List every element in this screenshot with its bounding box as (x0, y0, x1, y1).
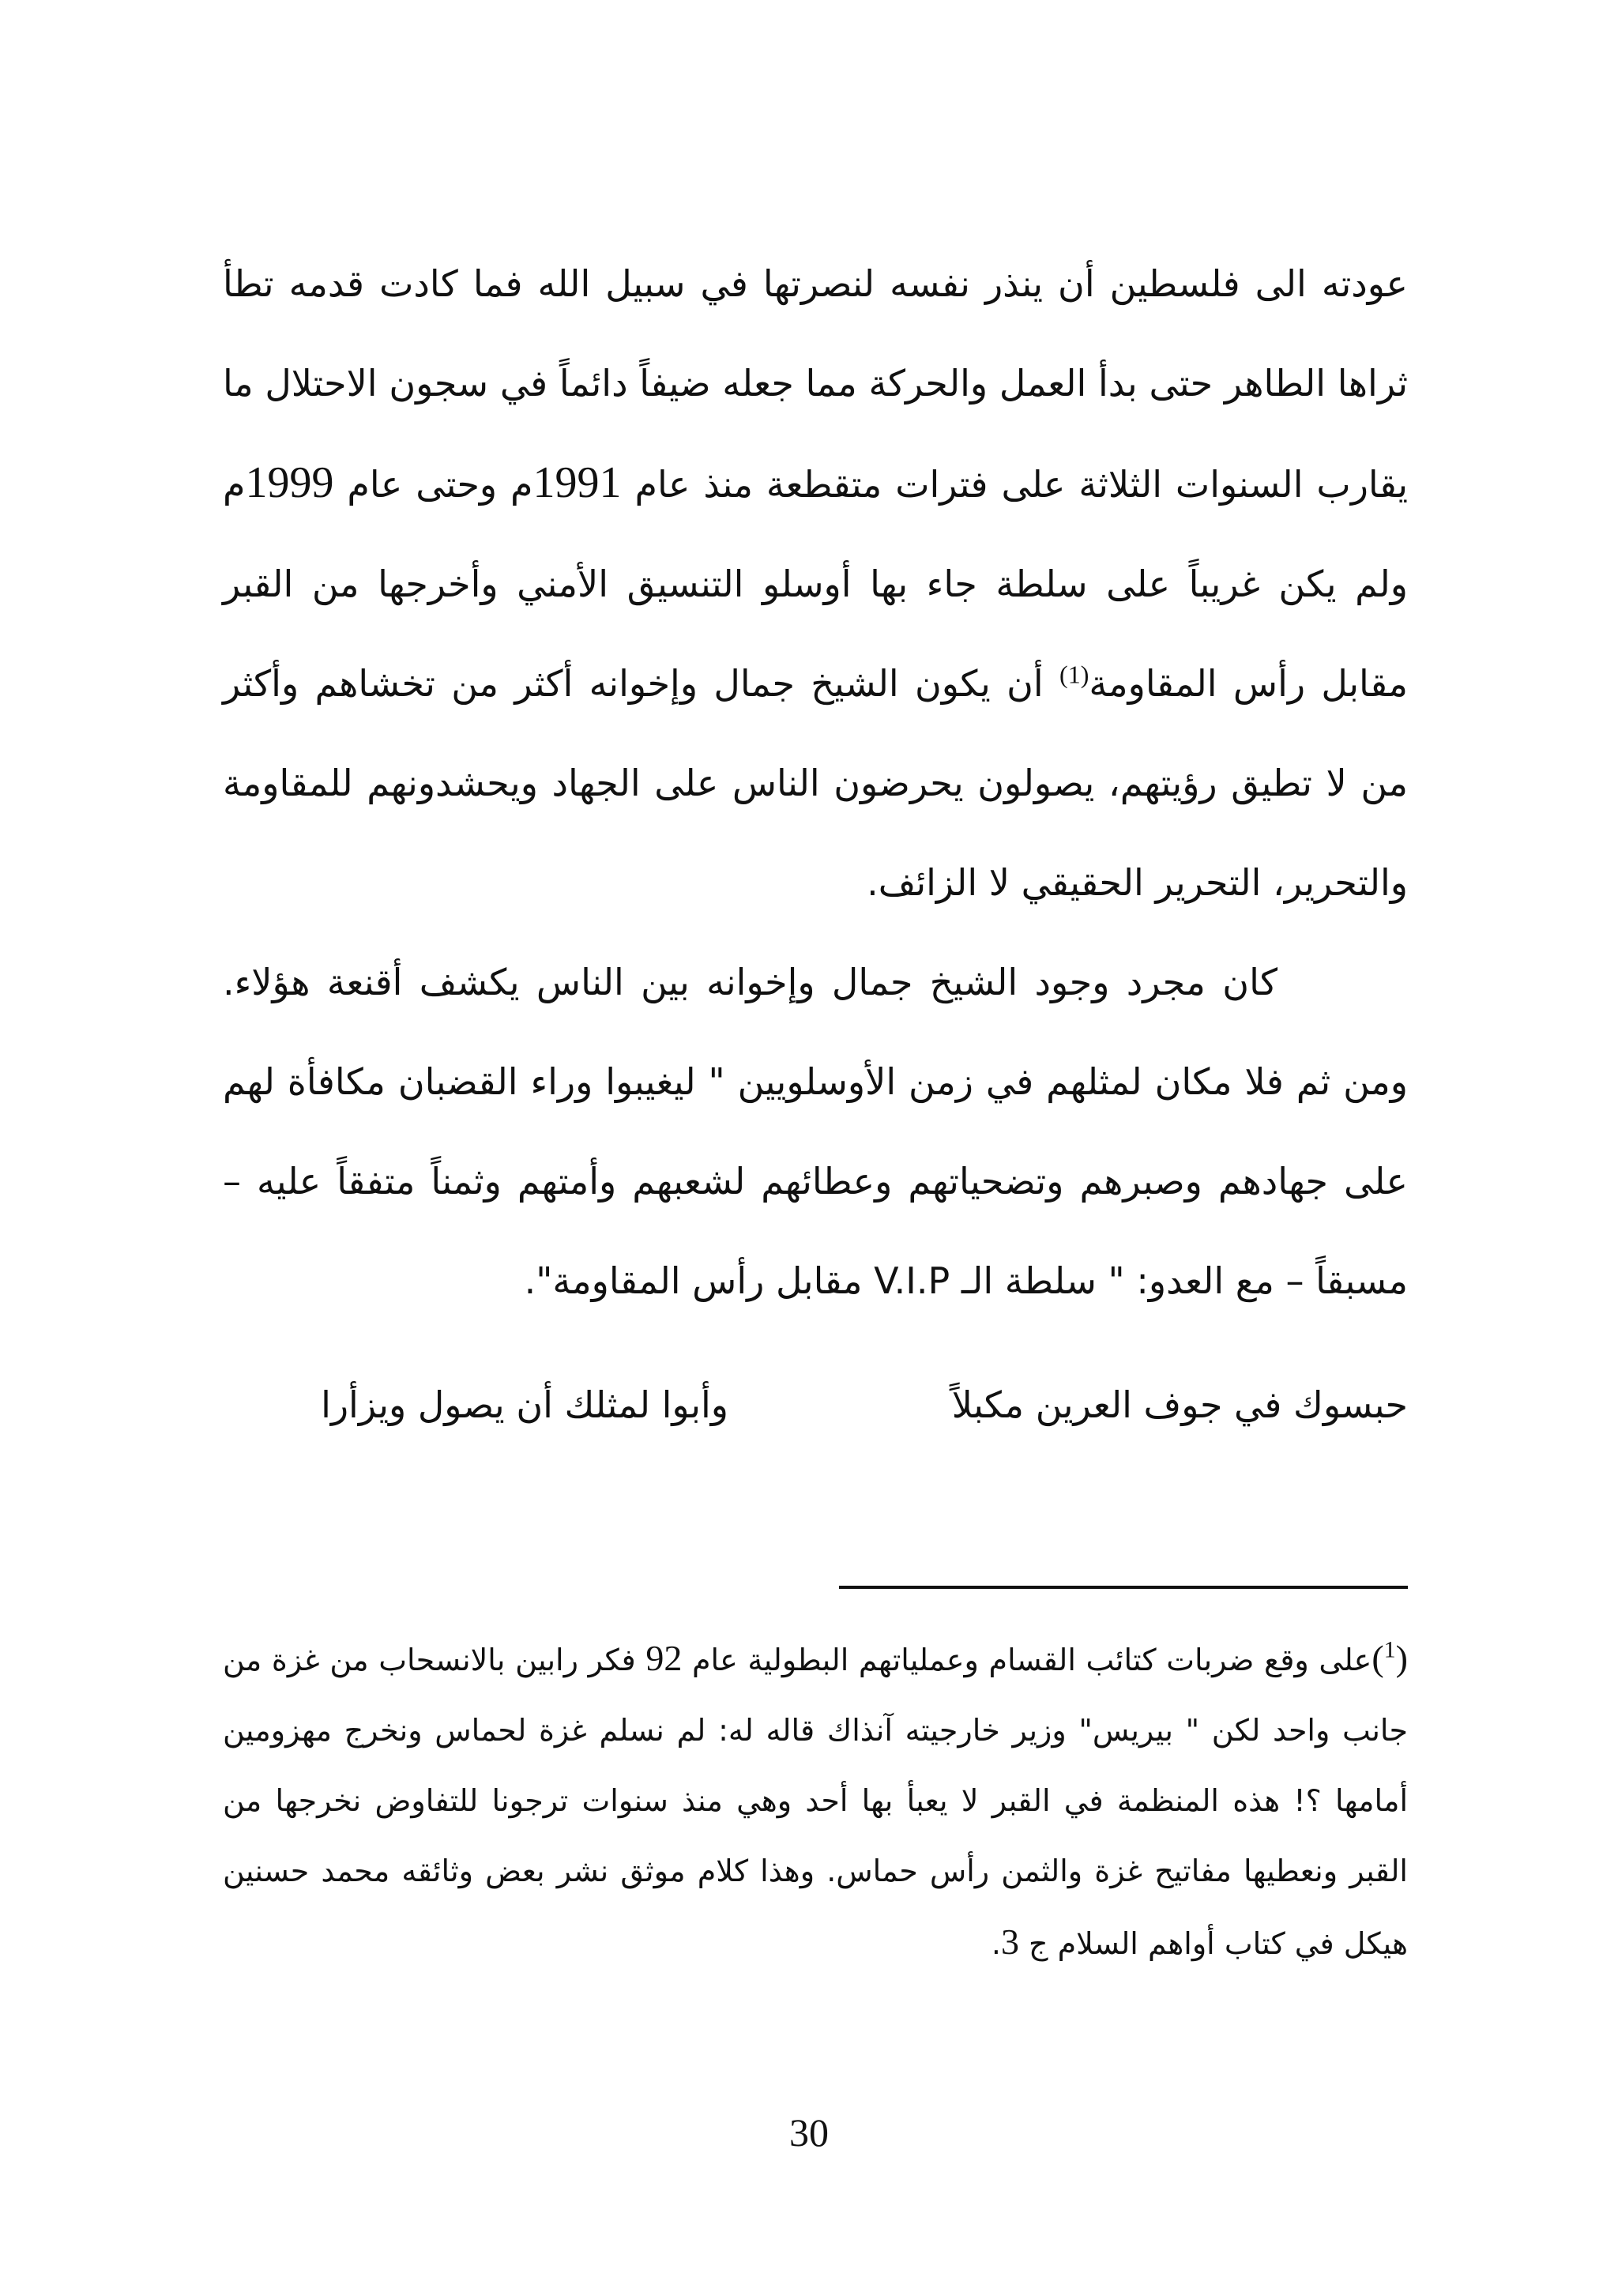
footnote-text (223, 1623, 1408, 1979)
p1-text-a: عودته الى فلسطين أن ينذر نفسه لنصرتها في سبيل الله فما كادت قدمه تطأ ثراها الطاهر حتى بدأ العمل والحركة مما جعله ضيفاً دائماً في سجون الاحتلال ما يقارب السنوات الثلاثة على فترات متقطعة منذ عام (223, 262, 1408, 506)
page-number: 30 (789, 2110, 829, 2155)
footnote-marker-open: ( (1395, 1638, 1408, 1678)
p1-text-d: أن يكون الشيخ جمال وإخوانه أكثر من تخشاهم وأكثر من لا تطيق رؤيتهم، يصولون يحرضون الناس على الجهاد ويحشدونهم للمقاومة والتحرير، التحرير الحقيقي لا الزائف. (223, 662, 1408, 904)
footnote-marker (1372, 1638, 1408, 1678)
footnote-text-b: فكر رابين بالانسحاب من غزة من جانب واحد لكن " بيريس" وزير خارجيته آنذاك قاله له: لم نسلم غزة لحماس ونخرج مهزومين أمامها ؟! هذه المنظمة في القبر لا يعبأ بها أحد وهي منذ سنوات ترجونا للتفاوض نخرجها من القبر ونعطيها مفاتيح غزة والثمن رأس حماس. وهذا كلام موثق نشر بعض وثائقه محمد حسنين هيكل في كتاب أواهم السلام ج (223, 1643, 1408, 1961)
footnote-marker-close: ) (1372, 1638, 1384, 1678)
footnote (223, 1623, 1408, 1979)
footnote-separator (839, 1586, 1408, 1589)
year-1999: 1999 (245, 458, 334, 507)
p1-text-b: م وحتى عام (333, 463, 533, 506)
footnote-text-c: . (991, 1926, 1001, 1961)
footnote-reference[interactable]: (1) (1059, 660, 1089, 689)
footnote-year: 92 (645, 1638, 683, 1678)
footnote-text-a: على وقع ضربات كتائب القسام وعملياتهم البطولية عام (682, 1643, 1372, 1677)
poem-hemistich-left: وأبوا لمثلك أن يصول ويزأرا (321, 1383, 728, 1426)
footnote-marker-number: 1 (1383, 1636, 1396, 1663)
paragraph-2: كان مجرد وجود الشيخ جمال وإخوانه بين الناس يكشف أقنعة هؤلاء. ومن ثم فلا مكان لمثلهم في زمن الأوسلويين " ليغيبوا وراء القضبان مكافأة لهم على جهادهم وصبرهم وتضحياتهم وعطائهم لشعبهم وأمتهم وثمناً متفقاً عليه – مسبقاً – مع العدو: " سلطة الـ V.I.P مقابل رأس المقاومة". (223, 961, 1408, 1302)
main-text (223, 234, 1408, 1331)
poem-hemistich-right: حبسوك في جوف العرين مكبلاً (951, 1383, 1408, 1426)
year-1991: 1991 (532, 458, 622, 507)
p1-text-c: م ولم يكن غريباً على سلطة جاء بها أوسلو التنسيق الأمني وأخرجها من القبر مقابل رأس المقاومة (223, 463, 1408, 705)
footnote-volume: 3 (1000, 1921, 1019, 1962)
paragraph-1 (223, 234, 1408, 932)
